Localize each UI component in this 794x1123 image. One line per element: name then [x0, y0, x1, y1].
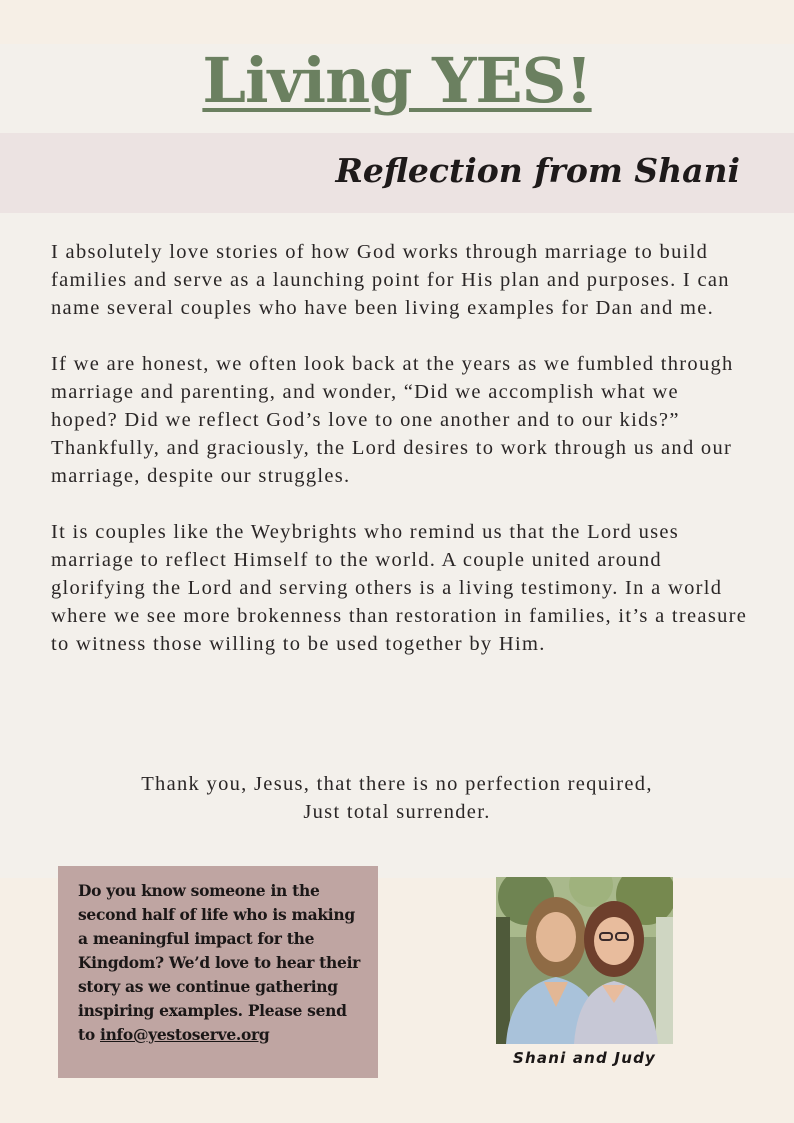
- callout-box: [58, 866, 378, 1078]
- paragraph-1: I absolutely love stories of how God works through marriage to build families and serve as a launching point for His plan and purposes. I can name several couples who have been living examples for Dan and me.: [51, 241, 730, 319]
- page-title: Living YES!: [202, 44, 592, 117]
- paragraph-2: If we are honest, we often look back at the years as we fumbled through marriage and parenting, and wonder, “Did we accomplish what we hoped? Did we reflect God’s love to one another and to our kids?” Thankfully, and graciously, the Lord desires to work through us and our marriage, despite our struggles.: [51, 353, 734, 487]
- email-link[interactable]: info@yestoserve.org: [100, 1025, 270, 1044]
- closing-line-2: Just total surrender.: [303, 801, 491, 823]
- closing-line-1: Thank you, Jesus, that there is no perfection required,: [141, 773, 653, 795]
- article-body: [51, 238, 751, 686]
- callout-text: [78, 879, 368, 1047]
- photo-caption: Shani and Judy: [513, 1049, 656, 1067]
- closing-prayer: [0, 770, 794, 826]
- callout-message: Do you know someone in the second half of life who is making a meaningful impact for the Kingdom? We’d love to hear their story as we continue gathering inspiring examples. Please send to: [78, 881, 361, 1044]
- photo-shani-and-judy: [496, 877, 673, 1044]
- top-strip: [0, 0, 794, 44]
- page-subtitle: Reflection from Shani: [335, 151, 740, 190]
- paragraph-3: It is couples like the Weybrights who remind us that the Lord uses marriage to reflect Himself to the world. A couple united around glorifying the Lord and serving others is a living testimony. In a world where we see more brokenness than restoration in families, it’s a treasure to witness those willing to be used together by Him.: [51, 521, 748, 655]
